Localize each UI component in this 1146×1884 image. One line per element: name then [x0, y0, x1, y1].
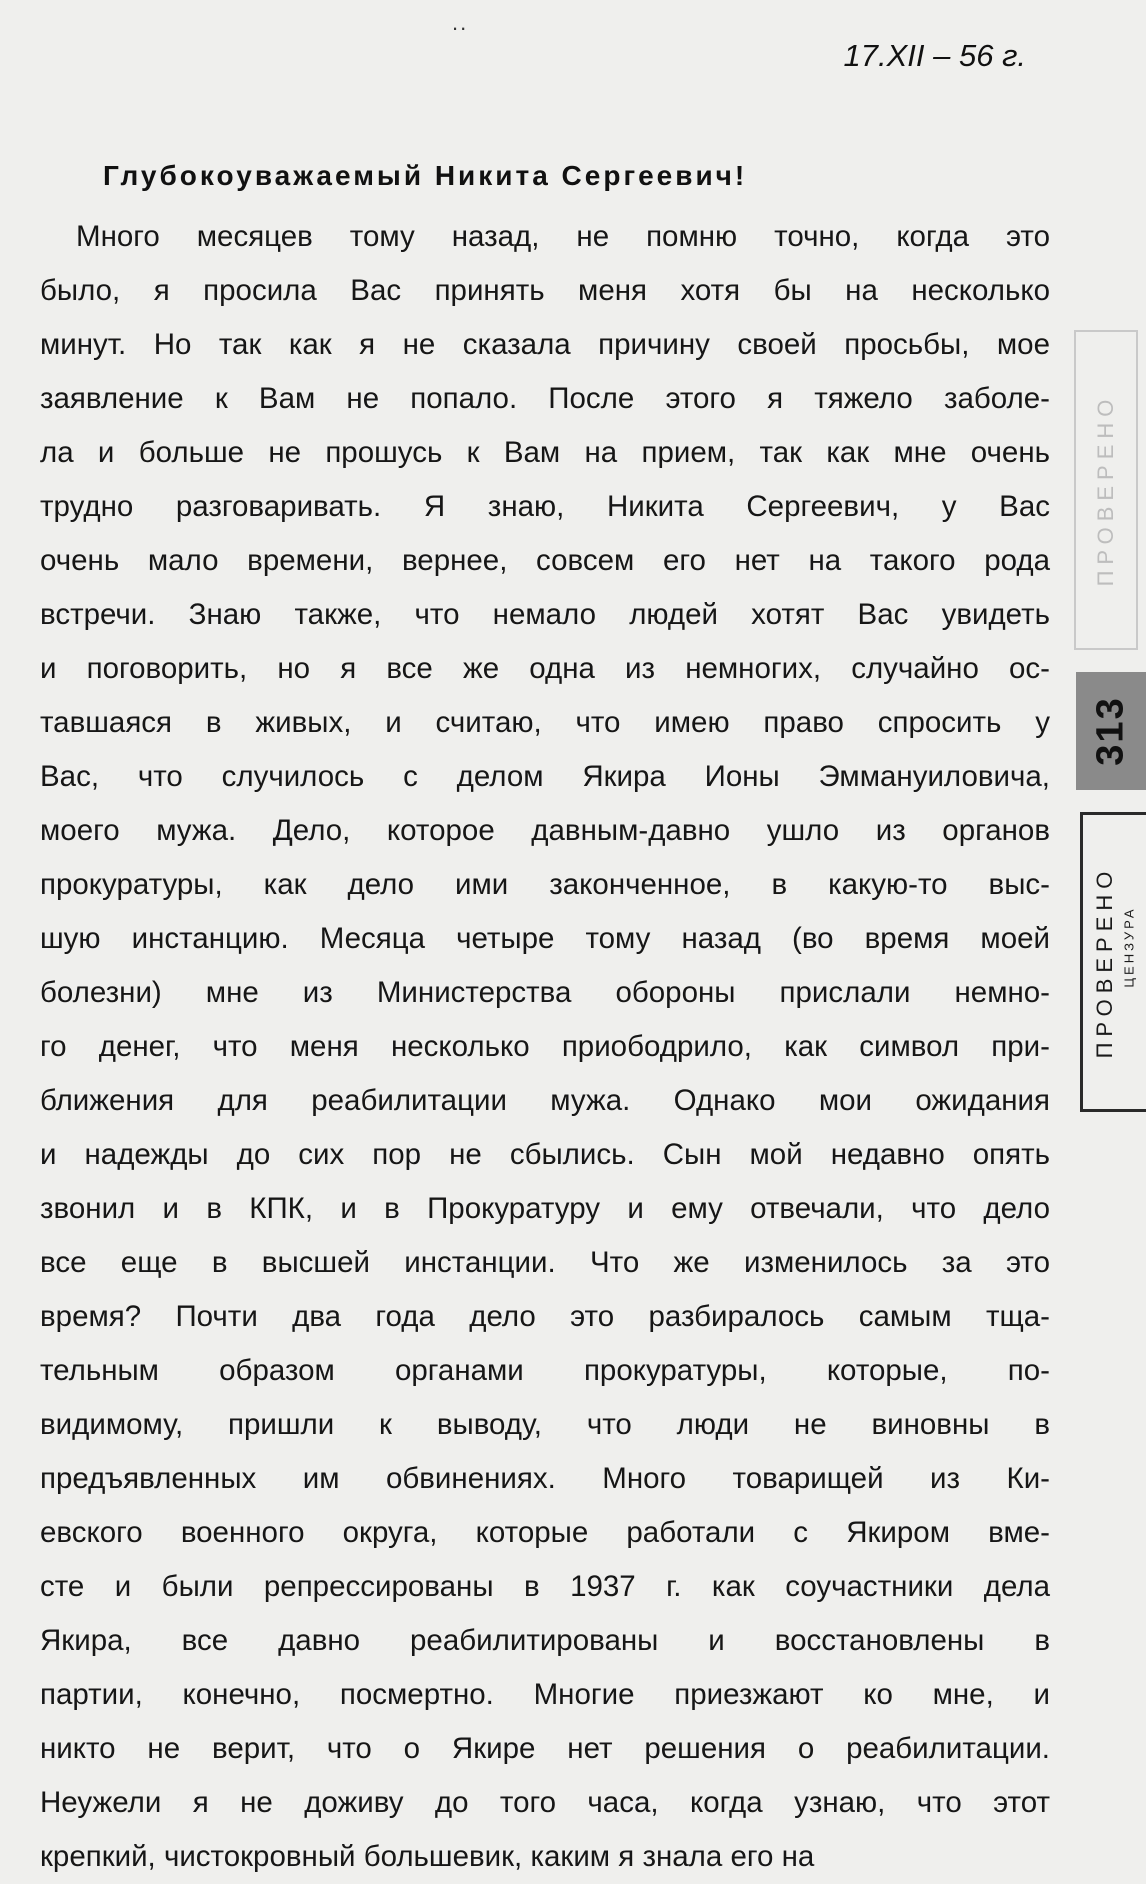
body-line: Неужели я не доживу до того часа, когда узнаю, что этот: [40, 1786, 1050, 1819]
body-line: предъявленных им обвинениях. Много товарищей из Ки-: [40, 1462, 1050, 1495]
body-line: Много месяцев тому назад, не помню точно, когда это: [76, 220, 1050, 253]
body-line: было, я просила Вас принять меня хотя бы на несколько: [40, 274, 1050, 307]
body-line: минут. Но так как я не сказала причину своей просьбы, мое: [40, 328, 1050, 361]
body-line: никто не верит, что о Якире нет решения о реабилитации.: [40, 1732, 1050, 1765]
body-line: все еще в высшей инстанции. Что же изменилось за это: [40, 1246, 1050, 1279]
body-line: ла и больше не прошусь к Вам на прием, так как мне очень: [40, 436, 1050, 469]
body-line: очень мало времени, вернее, совсем его нет на такого рода: [40, 544, 1050, 577]
body-line: трудно разговаривать. Я знаю, Никита Сергеевич, у Вас: [40, 490, 1050, 523]
body-line: звонил и в КПК, и в Прокуратуру и ему отвечали, что дело: [40, 1192, 1050, 1225]
page-number: 313: [1089, 696, 1132, 766]
faded-stamp: [1074, 330, 1138, 650]
body-line: и поговорить, но я все же одна из немногих, случайно ос-: [40, 652, 1050, 685]
body-line: Якира, все давно реабилитированы и восстановлены в: [40, 1624, 1050, 1657]
body-line: время? Почти два года дело это разбиралось самым тща-: [40, 1300, 1050, 1333]
body-line: ближения для реабилитации мужа. Однако мои ожидания: [40, 1084, 1050, 1117]
body-line: Вас, что случилось с делом Якира Ионы Эммануиловича,: [40, 760, 1050, 793]
body-line: го денег, что меня несколько приободрило, как символ при-: [40, 1030, 1050, 1063]
censorship-stamp-sub: ЦЕНЗУРА: [1121, 906, 1137, 988]
letter-body: [40, 210, 1050, 1884]
body-line: видимому, пришли к выводу, что люди не виновны в: [40, 1408, 1050, 1441]
body-line: и надежды до сих пор не сбылись. Сын мой недавно опять: [40, 1138, 1050, 1171]
body-line: заявление к Вам не попало. После этого я тяжело заболе-: [40, 382, 1050, 415]
top-dots: ..: [452, 10, 469, 35]
salutation: Глубокоуважаемый Никита Сергеевич!: [103, 160, 748, 191]
censorship-stamp: [1080, 812, 1146, 1112]
body-line: тавшаяся в живых, и считаю, что имею право спросить у: [40, 706, 1050, 739]
page-number-box: [1076, 672, 1146, 790]
faded-stamp-text: ПРОВЕРЕНО: [1093, 393, 1118, 587]
body-line: болезни) мне из Министерства обороны прислали немно-: [40, 976, 1050, 1009]
body-line: сте и были репрессированы в 1937 г. как соучастники дела: [40, 1570, 1050, 1603]
body-line: моего мужа. Дело, которое давным-давно ушло из органов: [40, 814, 1050, 847]
letter-date: 17.XII – 56 г.: [843, 38, 1026, 73]
body-line: евского военного округа, которые работали с Якиром вме-: [40, 1516, 1050, 1549]
body-line: тельным образом органами прокуратуры, которые, по-: [40, 1354, 1050, 1387]
body-line: прокуратуры, как дело ими законченное, в какую-то выс-: [40, 868, 1050, 901]
censorship-stamp-main: ПРОВЕРЕНО: [1092, 865, 1117, 1059]
body-line: партии, конечно, посмертно. Многие приезжают ко мне, и: [40, 1678, 1050, 1711]
body-line: шую инстанцию. Месяца четыре тому назад (во время моей: [40, 922, 1050, 955]
body-line: крепкий, чистокровный большевик, каким я знала его на: [40, 1840, 815, 1873]
body-line: встречи. Знаю также, что немало людей хотят Вас увидеть: [40, 598, 1050, 631]
